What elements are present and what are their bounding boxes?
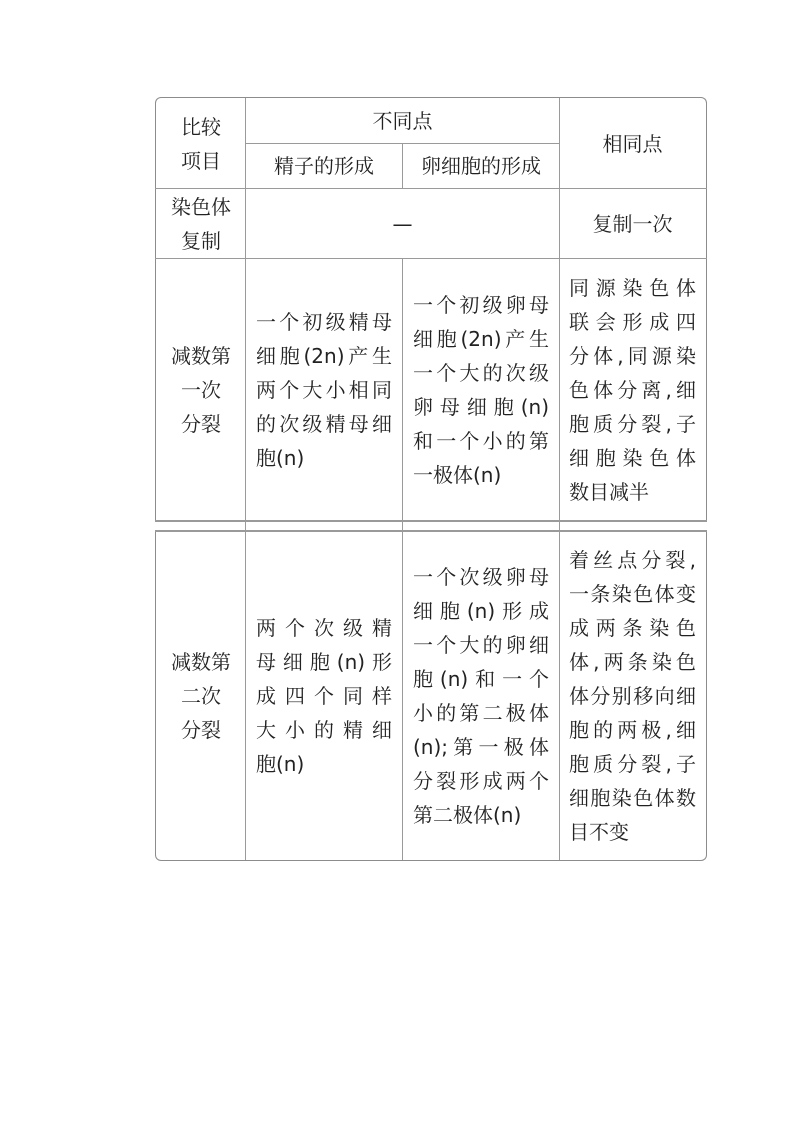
header-sperm-formation: 精子的形成	[274, 154, 374, 178]
row-meiosis-1-same: 同源染色体 联会形成四 分体,同源染 色体分离,细 胞质分裂,子 细胞染色体 数目减半	[569, 275, 696, 504]
row-meiosis-1-sperm: 一个初级精母 细胞(2n)产生 两个大小相同 的次级精母细 胞(n)	[256, 309, 392, 470]
header-same: 相同点	[602, 131, 663, 156]
row-meiosis-2-item: 减数第 二次 分裂	[171, 649, 231, 742]
row-meiosis-2-same: 着丝点分裂, 一条染色体变 成两条染色 体,两条染色 体分别移向细 胞的两极,细 胞质分裂,子 细胞染色体数 目不变	[569, 547, 696, 844]
row-meiosis-1-item: 减数第 一次 分裂	[171, 343, 231, 436]
header-egg-formation: 卵细胞的形成	[421, 154, 541, 178]
row-meiosis-2-egg: 一个次级卵母 细胞(n)形成 一个大的卵细 胞(n)和一个 小的第二极体 (n);第一极体 分裂形成两个 第二极体(n)	[413, 564, 549, 827]
header-different: 不同点	[372, 109, 433, 133]
header-compare-item: 比较 项目	[181, 114, 221, 173]
row-chromosome-replication-different: —	[392, 211, 413, 236]
row-chromosome-replication-same: 复制一次	[592, 211, 673, 236]
row-meiosis-2-sperm: 两个次级精 母细胞(n)形 成四个同样 大小的精细 胞(n)	[256, 615, 392, 776]
row-meiosis-1-egg: 一个初级卵母 细胞(2n)产生 一个大的次级 卵母细胞(n) 和一个小的第 一极体(n)	[413, 292, 549, 487]
split-line-top	[155, 520, 707, 522]
row-chromosome-replication-item: 染色体 复制	[171, 194, 231, 253]
